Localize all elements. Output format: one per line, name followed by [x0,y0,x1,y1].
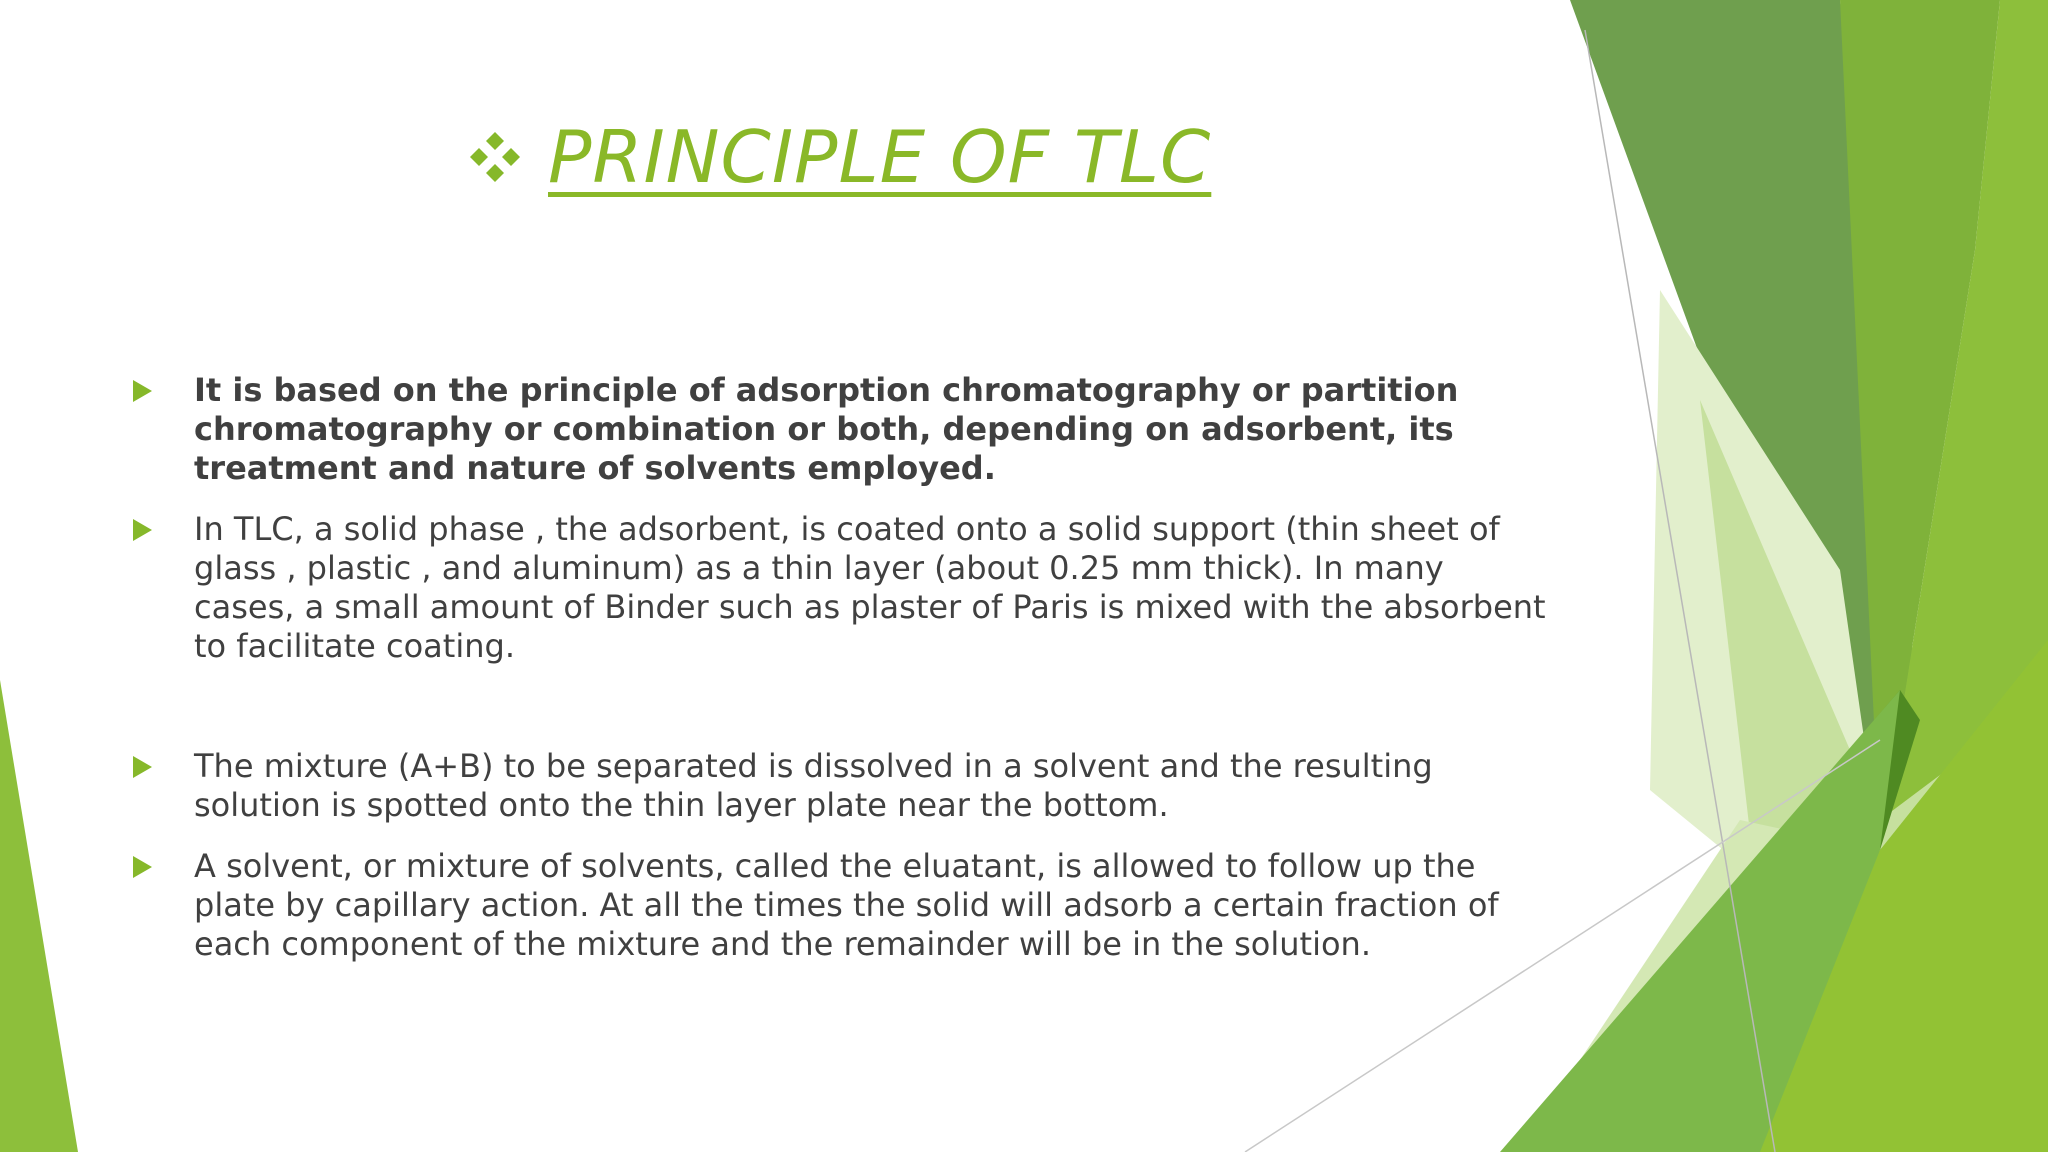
bullet-text: It is based on the principle of adsorption chromatography or partition chromatography or combination or both, depending on adsorbent, its treatment and nature of solvents employed. [194,371,1459,487]
bullet-text: A solvent, or mixture of solvents, called the eluatant, is allowed to follow up the plate by capillary action. At all the times the solid will adsorb a certain fraction of each component of the mixture and the remainder will be in the solution. [194,847,1499,963]
bullet-item [133,847,1553,964]
bullet-item [133,510,1553,666]
slide-title: PRINCIPLE OF TLC [548,115,1212,199]
triangle-arrow-bullet-icon [133,756,152,778]
bullet-text: The mixture (A+B) to be separated is dissolved in a solvent and the resulting solution is spotted onto the thin layer plate near the bottom. [194,747,1433,824]
bullet-text: In TLC, a solid phase , the adsorbent, is coated onto a solid support (thin sheet of glass , plastic , and aluminum) as a thin layer (about 0.25 mm thick). In many cases, a small amount of Binder such as plaster of Paris is mixed with the absorbent to facilitate coating. [194,510,1546,665]
triangle-arrow-bullet-icon [133,519,152,541]
bullet-item [133,747,1553,825]
bullet-item [133,371,1553,488]
triangle-arrow-bullet-icon [133,380,152,402]
triangle-arrow-bullet-icon [133,856,152,878]
